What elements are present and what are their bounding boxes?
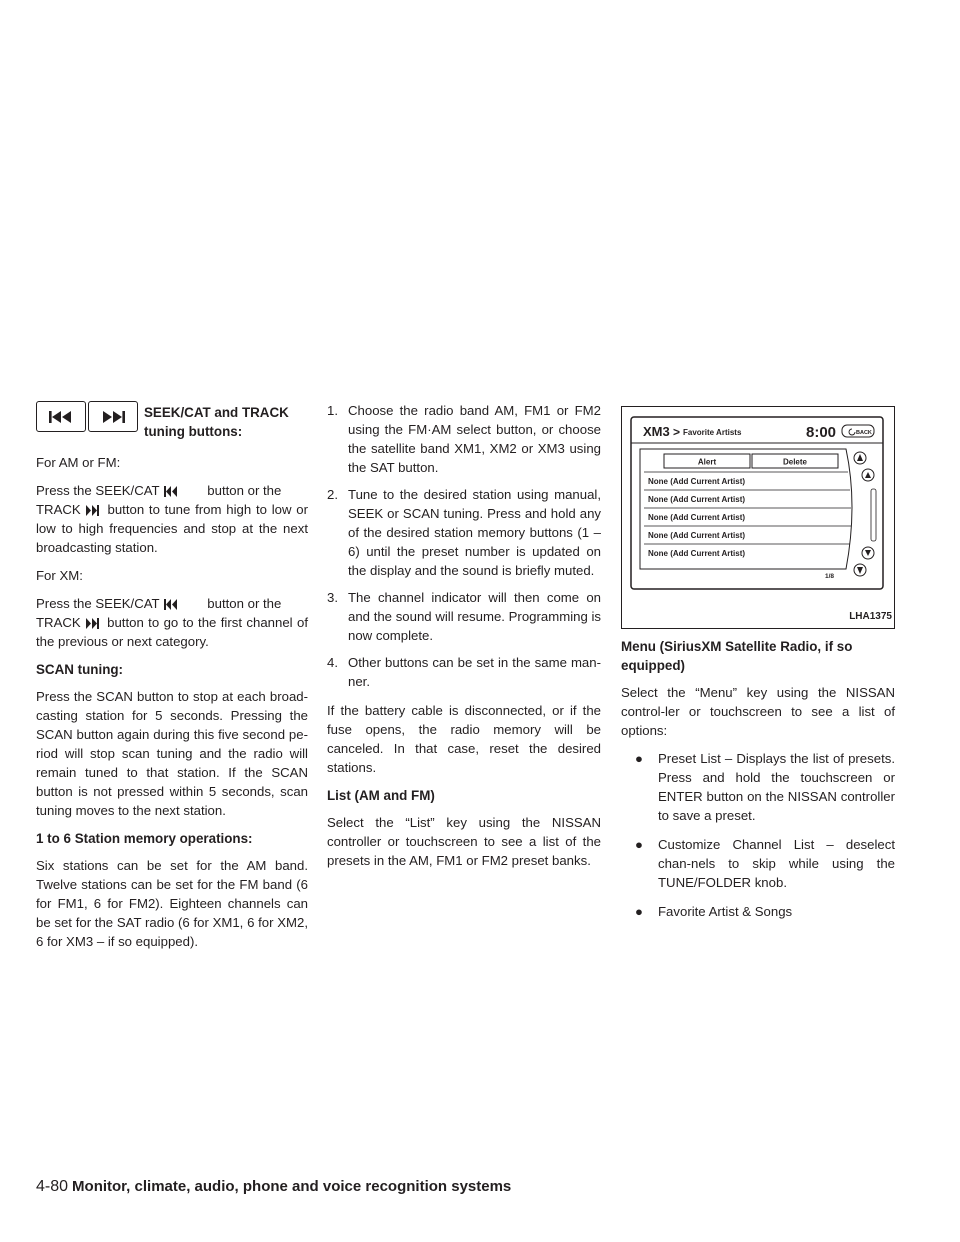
scrollbar[interactable] <box>871 489 876 541</box>
am-fm-paragraph <box>36 481 308 557</box>
clock-readout: 8:00 <box>806 424 837 441</box>
am-fm-text-1a: Press the SEEK/CAT <box>36 483 160 498</box>
list-item <box>327 588 601 645</box>
list-item <box>635 835 895 892</box>
xm-text-2b: button to go to the first channel of the previous or next category. <box>36 615 308 649</box>
alert-label: Alert <box>697 457 717 467</box>
crumb-band: XM3 <box>643 424 670 439</box>
list-item <box>635 749 895 825</box>
memory-steps-list <box>327 401 601 691</box>
bullet-text: Customize Channel List – deselect chan-nels to skip while using the TUNE/FOLDER knob. <box>658 837 895 890</box>
step-text: Tune to the desired station using manual, SEEK or SCAN tuning. Press and hold any of the desired station memory buttons (1 – 6) until the preset number is updated on the display and the sound is briefly muted. <box>348 487 601 578</box>
bullet-text: Favorite Artist & Songs <box>658 904 793 919</box>
step-text: Choose the radio band AM, FM1 or FM2 using the FM·AM select button, or choose the satellite band XM1, XM2 or XM3 using the SAT button. <box>348 403 601 475</box>
battery-paragraph: If the battery cable is disconnected, or if the fuse opens, the radio memory will be canceled. In that case, reset the desired stations. <box>327 703 601 775</box>
step-number: 1. <box>327 403 338 418</box>
list-item <box>327 653 601 691</box>
am-fm-text-2b: button to tune from high to low or low to high frequencies and stop at the next broadcasting station. <box>36 502 309 555</box>
list-item <box>635 902 895 921</box>
seek-track-key-icons <box>36 401 138 432</box>
list-row-label[interactable]: None (Add Current Artist) <box>648 477 746 486</box>
crumb-page: Favorite Artists <box>683 428 742 437</box>
bullet-icon: ● <box>635 751 643 766</box>
page-number: 4-80 <box>36 1178 69 1195</box>
am-fm-label: For AM or FM: <box>36 455 121 470</box>
skip-back-icon <box>164 599 178 610</box>
skip-back-icon <box>164 486 178 497</box>
seek-heading-line1: SEEK/CAT and TRACK <box>144 405 289 420</box>
screen-drawing <box>622 407 893 627</box>
menu-paragraph: Select the “Menu” key using the NISSAN control-ler or touchscreen to see a list of options: <box>621 685 895 738</box>
back-label: BACK <box>856 430 872 436</box>
list-row-label[interactable]: None (Add Current Artist) <box>648 549 746 558</box>
left-column <box>36 401 308 960</box>
scan-paragraph: Press the SCAN button to stop at each broad-casting station for 5 seconds. Pressing the SCAN button again during this five second pe-riod will stop scan tuning and the radio will remain tuned to that station. If the SCAN button is not pressed within 5 seconds, scan tuning moves to the next station. <box>36 689 308 818</box>
menu-options-list <box>621 749 895 921</box>
screen-illustration <box>621 406 895 629</box>
skip-back-icon <box>48 410 74 424</box>
xm-text-1a: Press the SEEK/CAT <box>36 596 160 611</box>
step-number: 2. <box>327 487 338 502</box>
menu-heading: Menu (SiriusXM Satellite Radio, if so equipped) <box>621 639 853 673</box>
bullet-icon: ● <box>635 837 643 852</box>
list-paragraph: Select the “List” key using the NISSAN controller or touchscreen to see a list of the presets in the AM, FM1 or FM2 preset banks. <box>327 815 601 868</box>
scan-heading: SCAN tuning: <box>36 662 124 677</box>
seek-heading-line2: tuning buttons: <box>144 424 243 439</box>
step-number: 4. <box>327 655 338 670</box>
list-row-label[interactable]: None (Add Current Artist) <box>648 513 746 522</box>
memory-heading: 1 to 6 Station memory operations: <box>36 831 253 846</box>
middle-column <box>327 401 601 879</box>
xm-label: For XM: <box>36 568 83 583</box>
am-fm-text-1b: button or the <box>207 483 282 498</box>
step-number: 3. <box>327 590 338 605</box>
step-text: The channel indicator will then come on and the sound will resume. Programming is now complete. <box>348 590 601 643</box>
xm-text-2a: TRACK <box>36 615 81 630</box>
list-row-label[interactable]: None (Add Current Artist) <box>648 495 746 504</box>
step-text: Other buttons can be set in the same man-ner. <box>348 655 601 689</box>
xm-text-1b: button or the <box>207 596 282 611</box>
list-item <box>327 485 601 580</box>
figure-id: LHA1375 <box>849 611 892 622</box>
right-column <box>621 406 895 931</box>
page-indicator: 1/8 <box>825 573 835 580</box>
seek-back-key <box>36 401 86 432</box>
section-title: Monitor, climate, audio, phone and voice recognition systems <box>72 1178 512 1195</box>
am-fm-text-2a: TRACK <box>36 502 81 517</box>
list-row-label[interactable]: None (Add Current Artist) <box>648 531 746 540</box>
skip-forward-icon <box>85 618 99 629</box>
track-forward-key <box>88 401 138 432</box>
memory-paragraph: Six stations can be set for the AM band. Twelve stations can be set for the FM band (6 for FM1, 6 for FM2). Eighteen channels can be set for the SAT radio (6 for XM1, 6 for XM2, 6 for XM3 – if so equipped). <box>36 858 308 949</box>
page-footer <box>36 1178 511 1196</box>
list-heading: List (AM and FM) <box>327 788 435 803</box>
bullet-icon: ● <box>635 904 643 919</box>
skip-forward-icon <box>85 505 99 516</box>
crumb-separator: > <box>673 425 681 439</box>
skip-forward-icon <box>100 410 126 424</box>
xm-paragraph <box>36 594 308 651</box>
delete-label: Delete <box>782 457 808 467</box>
bullet-text: Preset List – Displays the list of presets. Press and hold the touchscreen or ENTER button on the NISSAN controller to save a preset. <box>658 751 895 823</box>
list-item <box>327 401 601 477</box>
